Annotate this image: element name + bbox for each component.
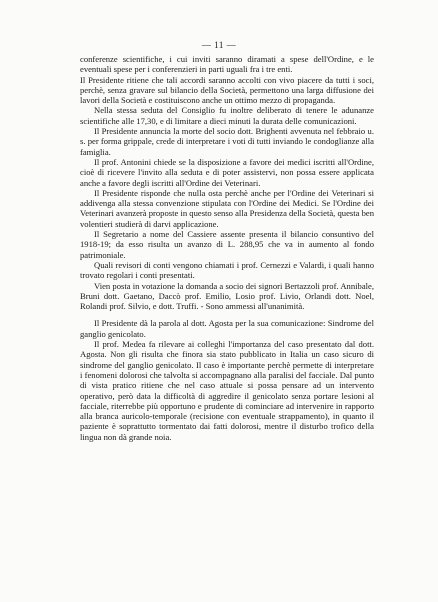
paragraph-gap [80, 311, 374, 318]
paragraph: Il Segretario a nome del Cassiere assente presenta il bilancio consuntivo del 1918-19; da esso risulta un avanzo di L. 288,95 che va in aumento al fondo patrimoniale. [80, 229, 374, 260]
paragraph: Il prof. Medea fa rilevare ai colleghi l'importanza del caso presentato dal dott. Agosta. Non gli risulta che finora sia stato pubblicato in Italia un caso sicuro di sindrome del ganglio genicolato. Il caso è importante perchè permette di interpretare i fenomeni dolorosi che talvolta si accompagnano alla paralisi del facciale. Dal punto di vista pratico ritiene che nel caso attuale si possa pensare ad un intervento operativo, però data la difficoltà di aggredire il genicolato senza portare lesioni al facciale, riterrebbe più opportuno e prudente di cominciare ad intervenire in rapporto alla branca auricolo-temporale (recisione con eventuale strappamento), in quanto il paziente è soprattutto tormentato dai fatti dolorosi, mentre il disturbo trofico della lingua non dà grande noia. [80, 339, 374, 442]
paragraph: Quali revisori di conti vengono chiamati i prof. Cernezzi e Valardi, i quali hanno trovato regolari i conti presentati. [80, 259, 374, 281]
paragraph: Il Presidente dà la parola al dott. Agosta per la sua comunicazione: Sindrome del ganglio genicolato. [80, 318, 374, 339]
paragraph: conferenze scientifiche, i cui inviti saranno diramati a spese dell'Ordine, e le eventuali spese per i conferenzieri in parti uguali fra i tre enti. [80, 54, 374, 75]
paragraph: Il Presidente annuncia la morte del socio dott. Brighenti avvenuta nel febbraio u. s. per forma grippale, crede di interpretare i voti di tutti inviando le condoglianze alla famiglia. [80, 126, 374, 157]
paragraph: Nella stessa seduta del Consiglio fu inoltre deliberato di tenere le adunanze scientifiche alle 17,30, e di limitare a dieci minuti la durata delle comunicazioni. [80, 105, 374, 126]
paragraph: Il Presidente risponde che nulla osta perchè anche per l'Ordine dei Veterinari si addivenga alla stessa convenzione stipulata con l'Ordine dei Medici. Se l'Ordine dei Veterinari avanzerà proposte in questo senso alla Presidenza della Società, questa ben volentieri studierà di darvi applicazione. [80, 187, 374, 229]
page-number: — 11 — [201, 40, 237, 50]
paragraph: Il prof. Antonini chiede se la disposizione a favore dei medici iscritti all'Ordine, cioè di ricevere l'invito alla seduta e di poter assistervi, non possa essere applicata anche a favore degli iscritti all'Ordine dei Veterinari. [80, 156, 374, 188]
page-body [80, 54, 374, 442]
paragraph: Il Presidente ritiene che tali accordi saranno accolti con vivo piacere da tutti i soci, perchè, senza gravare sul bilancio della Società, permettono una larga diffusione dei lavori della Società e costituiscono anche un ottimo mezzo di propaganda. [80, 74, 374, 106]
paragraph: Vien posta in votazione la domanda a socio dei signori Bertazzoli prof. Annibale, Bruni dott. Gaetano, Daccò prof. Emilio, Losio prof. Livio, Orlandi dott. Noel, Rolandi prof. Silvio, e dott. Truffi. - Sono ammessi all'unanimità. [80, 280, 374, 312]
